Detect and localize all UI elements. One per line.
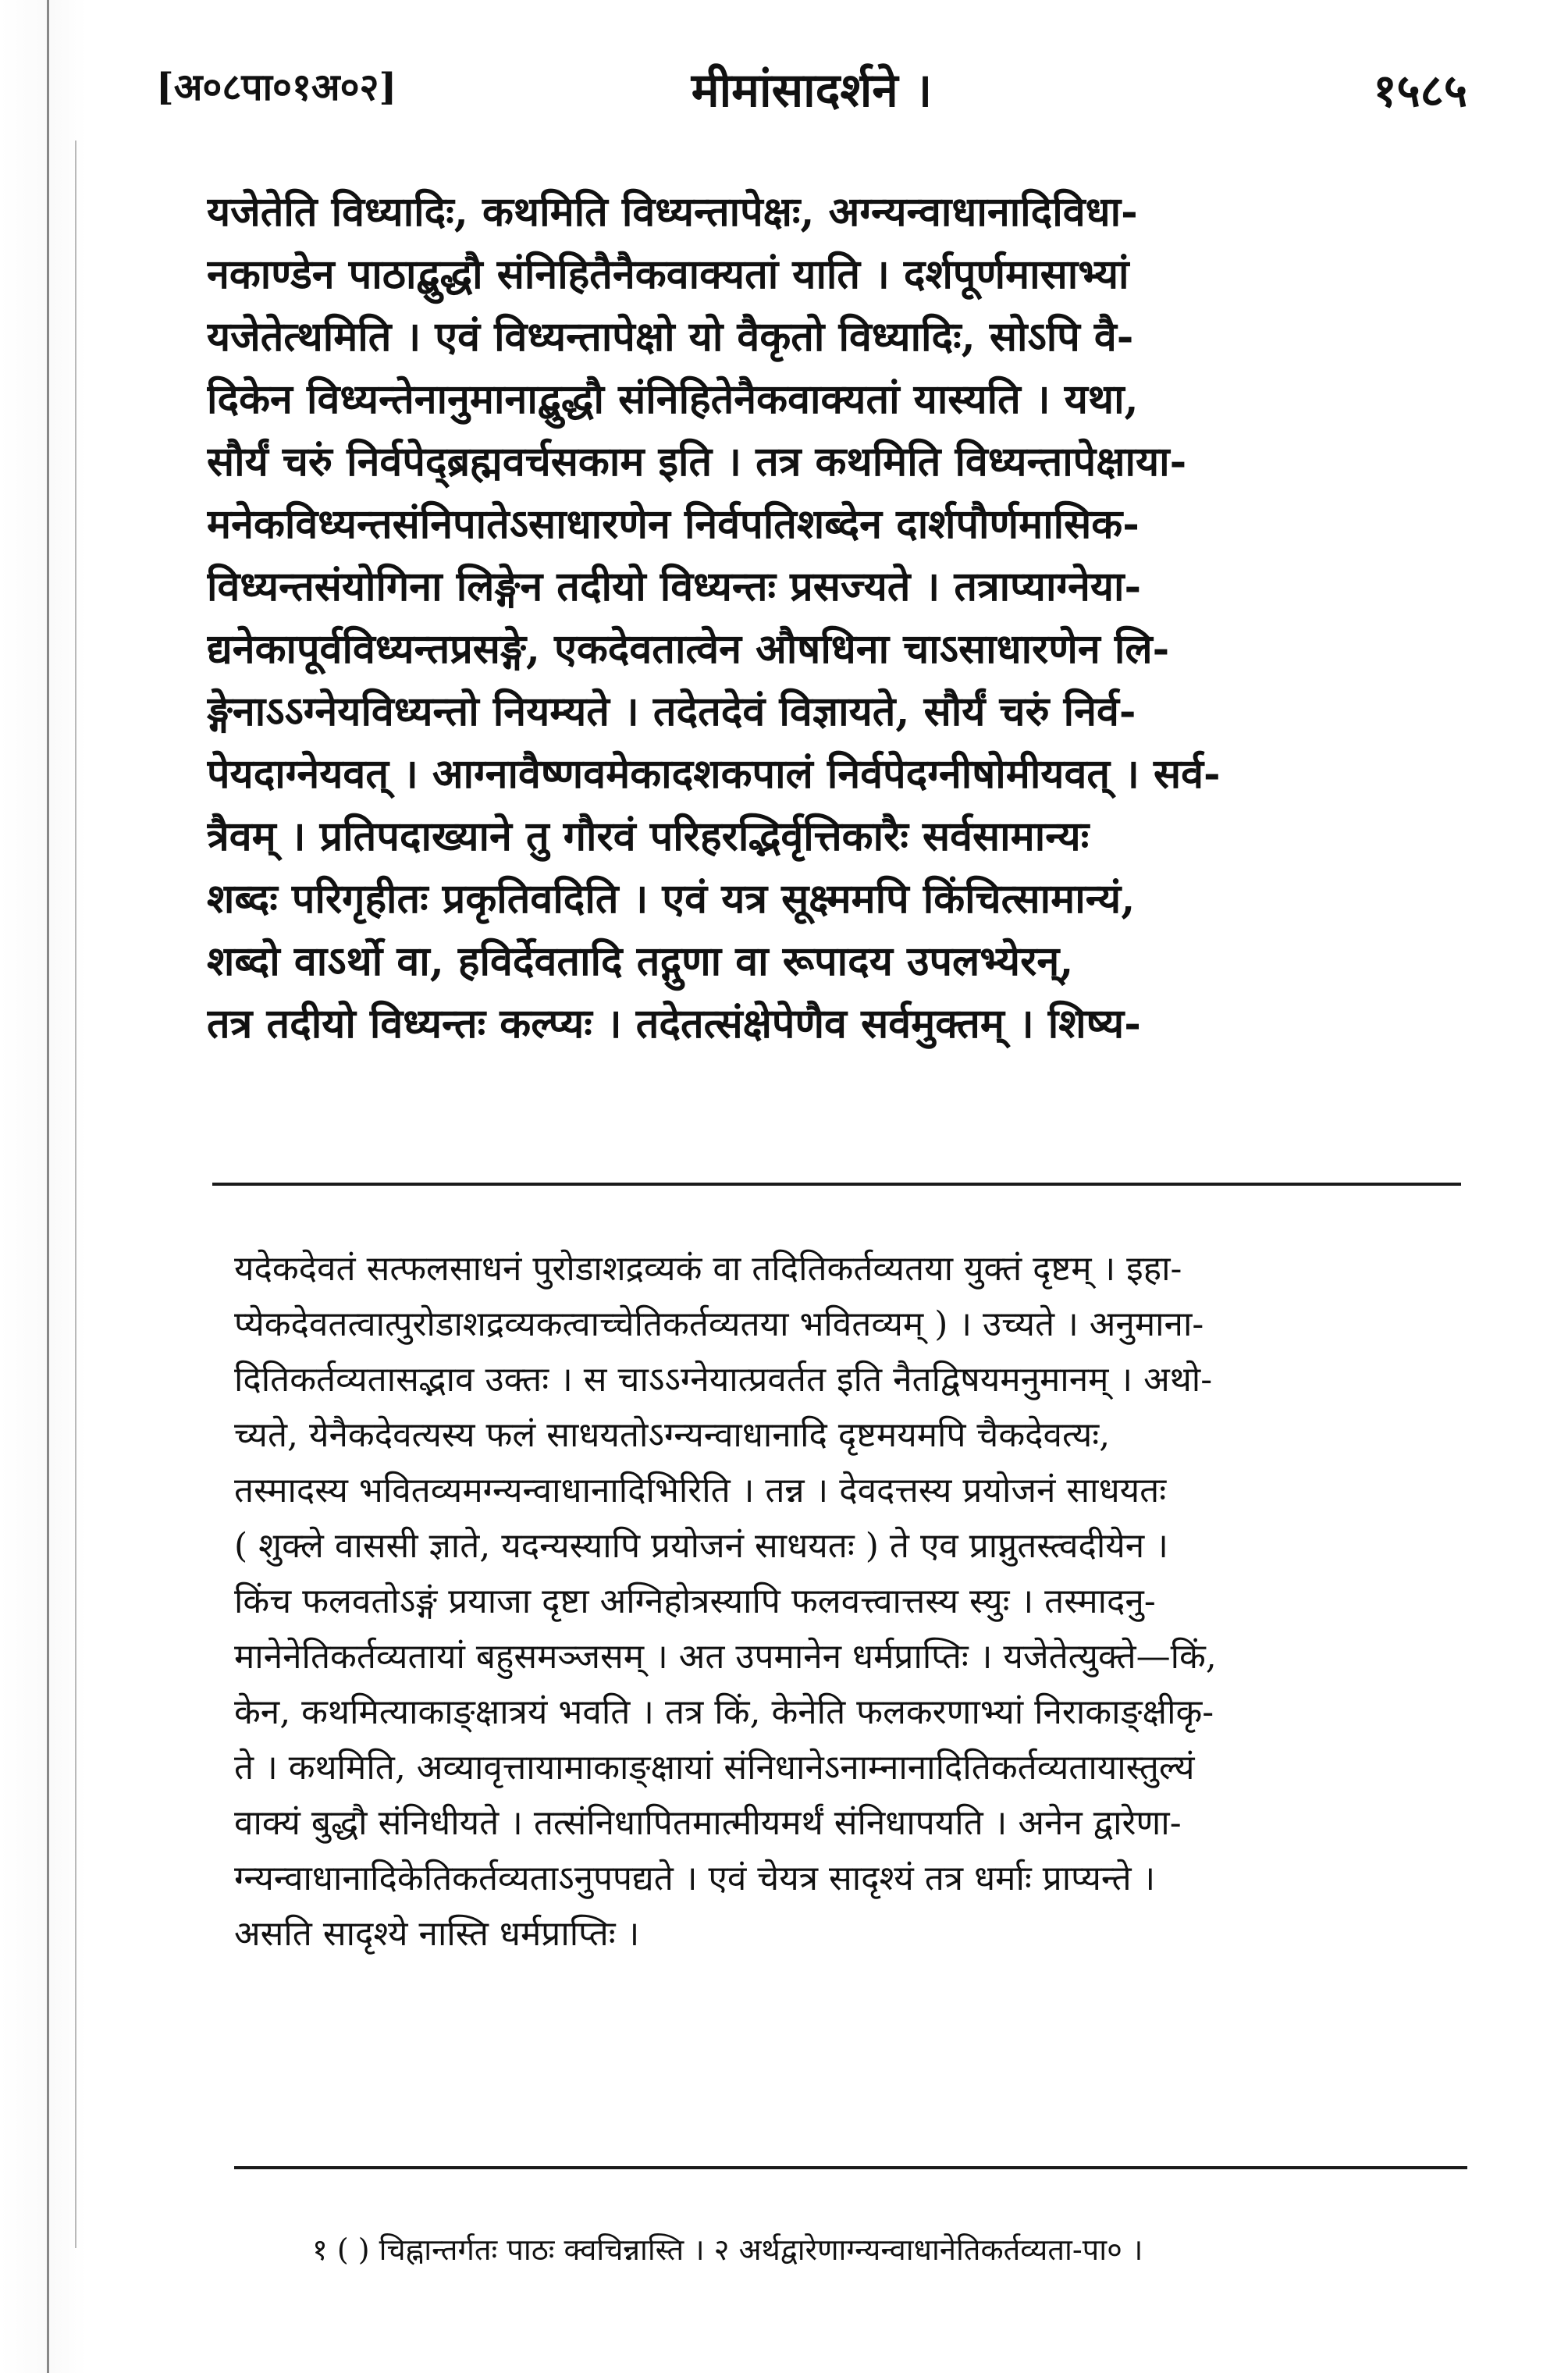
text-line: द्यनेकापूर्वविध्यन्तप्रसङ्गे, एकदेवतात्वेन औषधिना चाऽसाधारणेन लि- [207,625,1170,673]
commentary-line: तस्मादस्य भवितव्यमग्न्यन्वाधानादिभिरिति । तन्न । देवदत्तस्य प्रयोजनं साधयतः [234,1471,1167,1510]
commentary-text-block [234,1241,1475,1962]
text-line: मनेकविध्यन्तसंनिपातेऽसाधारणेन निर्वपतिशब्देन दार्शपौर्णमासिक- [207,500,1140,548]
commentary-line: किंच फलवतोऽङ्गं प्रयाजा दृष्टा अग्निहोत्रस्यापि फलवत्त्वात्तस्य स्युः । तस्मादनु- [234,1581,1156,1621]
text-line: पेयदाग्नेयवत् । आग्नावैष्णवमेकादशकपालं निर्वपेदग्नीषोमीयवत् । सर्व- [207,750,1221,798]
commentary-line: प्येकदेवतत्वात्पुरोडाशद्रव्यकत्वाच्चेतिकर्तव्यतया भवितव्यम् ) । उच्यते । अनुमाना- [234,1304,1204,1344]
commentary-line: वाक्यं बुद्धौ संनिधीयते । तत्संनिधापितमात्मीयमर्थं संनिधापयति । अनेन द्वारेणा- [234,1803,1182,1843]
binding-edge-line [75,141,76,2248]
chapter-reference: [अ०८पा०१अ०२] [156,66,397,109]
text-line: यजेतेति विध्यादिः, कथमिति विध्यन्तापेक्षः, अग्न्यन्वाधानादिविधा- [207,188,1138,236]
text-line: शब्दो वाऽर्थो वा, हविर्देवतादि तद्गुणा वा रूपादय उपलभ्येरन्, [207,937,1074,985]
commentary-line: ते । कथमिति, अव्यावृत्तायामाकाङ्क्षायां संनिधानेऽनाम्नानादितिकर्तव्यतायास्तुल्यं [234,1748,1195,1788]
text-line: दिकेन विध्यन्तेनानुमानाद्बुद्धौ संनिहितेनैकवाक्यतां यास्यति । यथा, [207,375,1139,423]
commentary-line: केन, कथमित्याकाङ्क्षात्रयं भवति । तत्र किं, केनेति फलकरणाभ्यां निराकाङ्क्षीकृ- [234,1692,1214,1732]
text-line: त्रैवम् । प्रतिपदाख्याने तु गौरवं परिहरद्भिर्वृत्तिकारैः सर्वसामान्यः [207,813,1090,860]
text-line: तत्र तदीयो विध्यन्तः कल्प्यः । तदेतत्संक्षेपेणैव सर्वमुक्तम् । शिष्य- [207,1000,1141,1048]
footnote: १ ( ) चिह्नान्तर्गतः पाठः क्वचिन्नास्ति । २ अर्थद्वारेणाग्न्यन्वाधानेतिकर्तव्यता-पा० । [312,2232,1143,2267]
commentary-line: दितिकर्तव्यतासद्भाव उक्तः । स चाऽऽग्नेयात्प्रवर्तत इति नैतद्विषयमनुमानम् । अथो- [234,1360,1213,1400]
page-left-margin [0,0,86,2373]
running-title: मीमांसादर्शने । [691,63,933,118]
text-line: नकाण्डेन पाठाद्बुद्धौ संनिहितैनैकवाक्यतां याति । दर्शपूर्णमासाभ्यां [207,251,1129,298]
commentary-line: ( शुक्ले वाससी ज्ञाते, यदन्यस्यापि प्रयोजनं साधयतः ) ते एव प्राप्नुतस्त्वदीयेन । [234,1526,1168,1566]
footnote-divider [234,2166,1467,2169]
commentary-line: ग्न्यन्वाधानादिकेतिकर्तव्यताऽनुपपद्यते । एवं चेयत्र सादृश्यं तत्र धर्माः प्राप्यन्ते । [234,1859,1156,1898]
section-divider [212,1183,1461,1186]
main-text-block [207,181,1456,1055]
text-line: विध्यन्तसंयोगिना लिङ्गेन तदीयो विध्यन्तः प्रसज्यते । तत्राप्याग्नेया- [207,563,1142,610]
text-line: सौर्यं चरुं निर्वपेद्ब्रह्मवर्चसकाम इति । तत्र कथमिति विध्यन्तापेक्षाया- [207,438,1187,486]
commentary-line: च्यते, येनैकदेवत्यस्य फलं साधयतोऽग्न्यन्वाधानादि दृष्टमयमपि चैकदेवत्यः, [234,1415,1111,1455]
text-line: ङ्गेनाऽऽग्नेयविध्यन्तो नियम्यते । तदेतदेवं विज्ञायते, सौर्यं चरुं निर्व- [207,688,1136,735]
text-line: यजेतेत्थमिति । एवं विध्यन्तापेक्षो यो वैकृतो विध्यादिः, सोऽपि वै- [207,313,1134,361]
commentary-line: यदेकदेवतं सत्फलसाधनं पुरोडाशद्रव्यकं वा तदितिकर्तव्यतया युक्तं दृष्टम् । इहा- [234,1249,1182,1289]
commentary-line: असति सादृश्ये नास्ति धर्मप्राप्तिः । [234,1914,640,1954]
text-line: शब्दः परिगृहीतः प्रकृतिवदिति । एवं यत्र सूक्ष्ममपि किंचित्सामान्यं, [207,875,1136,923]
running-header [156,61,1467,123]
page-number: १५८५ [1373,64,1467,117]
commentary-line: मानेनेतिकर्तव्यतायां बहुसमञ्जसम् । अत उपमानेन धर्मप्राप्तिः । यजेतेत्युक्ते—किं, [234,1637,1217,1677]
binding-edge-line [47,0,49,2373]
